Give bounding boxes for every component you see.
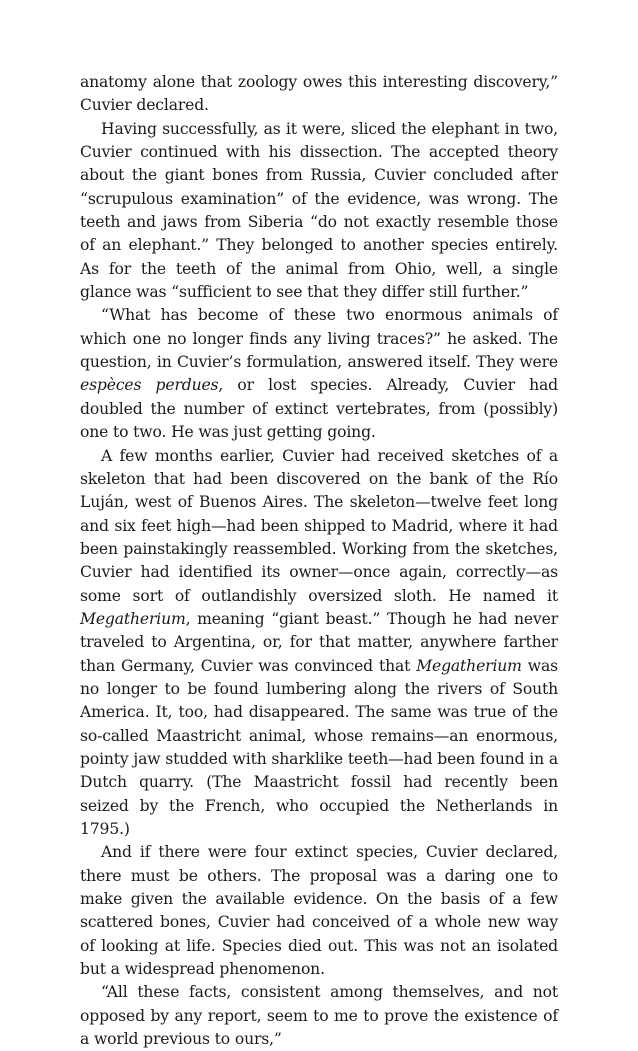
italic-term: Megatherium [416,656,522,675]
paragraph [80,118,558,305]
text-run: “What has become of these two enormous animals of which one no longer finds any living traces?” he asked. The question, in Cuvier’s formulation, answered itself. They were [80,306,558,372]
paragraph [80,445,558,842]
document-body [80,71,558,1051]
text-run: A few months earlier, Cuvier had received sketches of a skeleton that had been discovered on the bank of the Río Luján, west of Buenos Aires. The skeleton—twelve feet long and six feet high—had been shipped to Madrid, where it had been painstakingly reassembled. Working from the sketches, Cuvier had identified its owner—once again, correctly—as some sort of outlandishly oversized sloth. He named it [80,446,558,605]
italic-term: espèces perdues [80,376,219,395]
text-run: was no longer to be found lumbering along the rivers of South America. It, too, had disappeared. The same was true of the so-called Maastricht animal, whose remains—an enormous, pointy jaw studded with sharklike teeth—had been found in a Dutch quarry. (The Maastricht fossil had recently been seized by the French, who occupied the Netherlands in 1795.) [80,656,558,838]
text-run: Having successfully, as it were, sliced the elephant in two, Cuvier continued with his dissection. The accepted theory about the giant bones from Russia, Cuvier concluded after “scrupulous examination” of the evidence, was wrong. The teeth and jaws from Siberia “do not exactly resemble those of an elephant.” They belonged to another species entirely. As for the teeth of the animal from Ohio, well, a single glance was “sufficient to see that they differ still further.” [80,119,558,302]
text-run: anatomy alone that zoology owes this interesting discovery,” Cuvier declared. [80,73,558,115]
paragraph [80,981,558,1051]
paragraph [80,841,558,981]
text-run: “All these facts, consistent among themselves, and not opposed by any report, seem to me to prove the existence of a world previous to ours,” [80,983,558,1049]
text-run: , or lost species. Already, Cuvier had doubled the number of extinct vertebrates, from (possibly) one to two. He was just getting going. [80,376,558,442]
text-run: , meaning “giant beast.” Though he had never traveled to Argentina, or, for that matter, anywhere farther than Germany, Cuvier was convinced that [80,609,558,675]
italic-term: Megatherium [80,609,186,628]
text-run: And if there were four extinct species, Cuvier declared, there must be others. The proposal was a daring one to make given the available evidence. On the basis of a few scattered bones, Cuvier had conceived of a whole new way of looking at life. Species died out. This was not an isolated but a widespread phenomenon. [80,843,558,979]
paragraph [80,304,558,444]
paragraph [80,71,558,118]
